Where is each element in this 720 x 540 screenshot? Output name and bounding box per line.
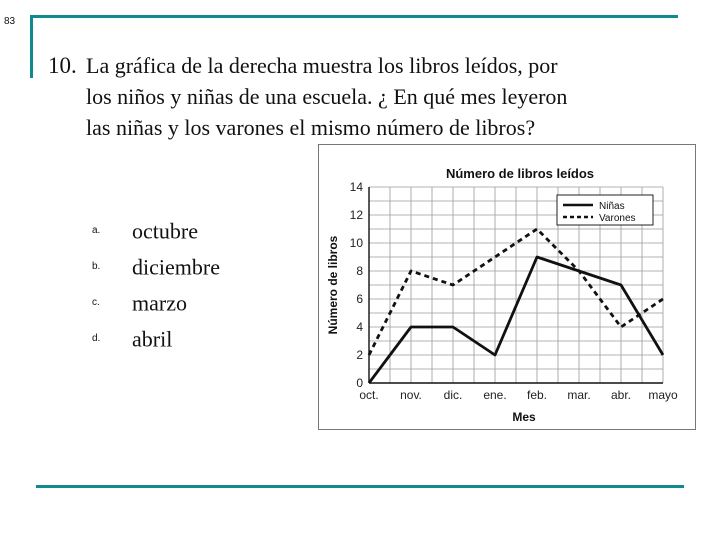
question-number: 10. <box>48 53 77 78</box>
legend-label: Niñas <box>599 201 625 212</box>
y-tick-label: 8 <box>356 264 363 278</box>
answer-options <box>92 216 220 360</box>
option-text: octubre <box>132 218 198 244</box>
legend-label: Varones <box>599 213 636 224</box>
question-line-2: los niños y niñas de una escuela. ¿ En qué mes leyeron <box>86 84 568 109</box>
question-line-3: las niñas y los varones el mismo número de libros? <box>86 115 536 140</box>
x-tick-label: oct. <box>359 388 379 402</box>
x-tick-label: feb. <box>526 388 548 402</box>
y-tick-label: 0 <box>356 376 363 390</box>
x-axis-label: Mes <box>512 410 536 424</box>
option-text: marzo <box>132 290 187 316</box>
slide-number: 83 <box>4 16 16 27</box>
option-letter: c. <box>92 297 100 309</box>
chart-svg <box>319 145 695 429</box>
bottom-rule <box>36 485 684 488</box>
y-tick-label: 2 <box>356 348 363 362</box>
x-tick-label: mayo <box>648 388 678 402</box>
y-tick-label: 12 <box>349 208 363 222</box>
y-tick-label: 14 <box>349 180 363 194</box>
question-line-1: 10. La gráfica de la derecha muestra los libros leídos, por <box>48 50 688 81</box>
y-axis-label: Número de libros <box>326 235 340 335</box>
y-tick-label: 6 <box>356 292 363 306</box>
option-letter: d. <box>92 333 101 345</box>
y-tick-label: 4 <box>356 320 363 334</box>
left-rule <box>30 15 33 78</box>
option-letter: a. <box>92 225 101 237</box>
top-rule <box>30 15 678 18</box>
x-tick-label: nov. <box>400 388 422 402</box>
x-tick-label: abr. <box>610 388 632 402</box>
option-text: abril <box>132 326 173 352</box>
option-a[interactable] <box>92 216 220 252</box>
x-tick-label: mar. <box>567 388 591 402</box>
x-tick-label: ene. <box>483 388 507 402</box>
line-chart <box>318 144 696 430</box>
question-text <box>48 50 688 143</box>
x-tick-label: dic. <box>443 388 463 402</box>
option-b[interactable] <box>92 252 220 288</box>
option-letter: b. <box>92 261 101 273</box>
option-text: diciembre <box>132 254 220 280</box>
option-d[interactable] <box>92 324 220 360</box>
y-tick-label: 10 <box>349 236 363 250</box>
option-c[interactable] <box>92 288 220 324</box>
chart-title: Número de libros leídos <box>445 166 595 181</box>
